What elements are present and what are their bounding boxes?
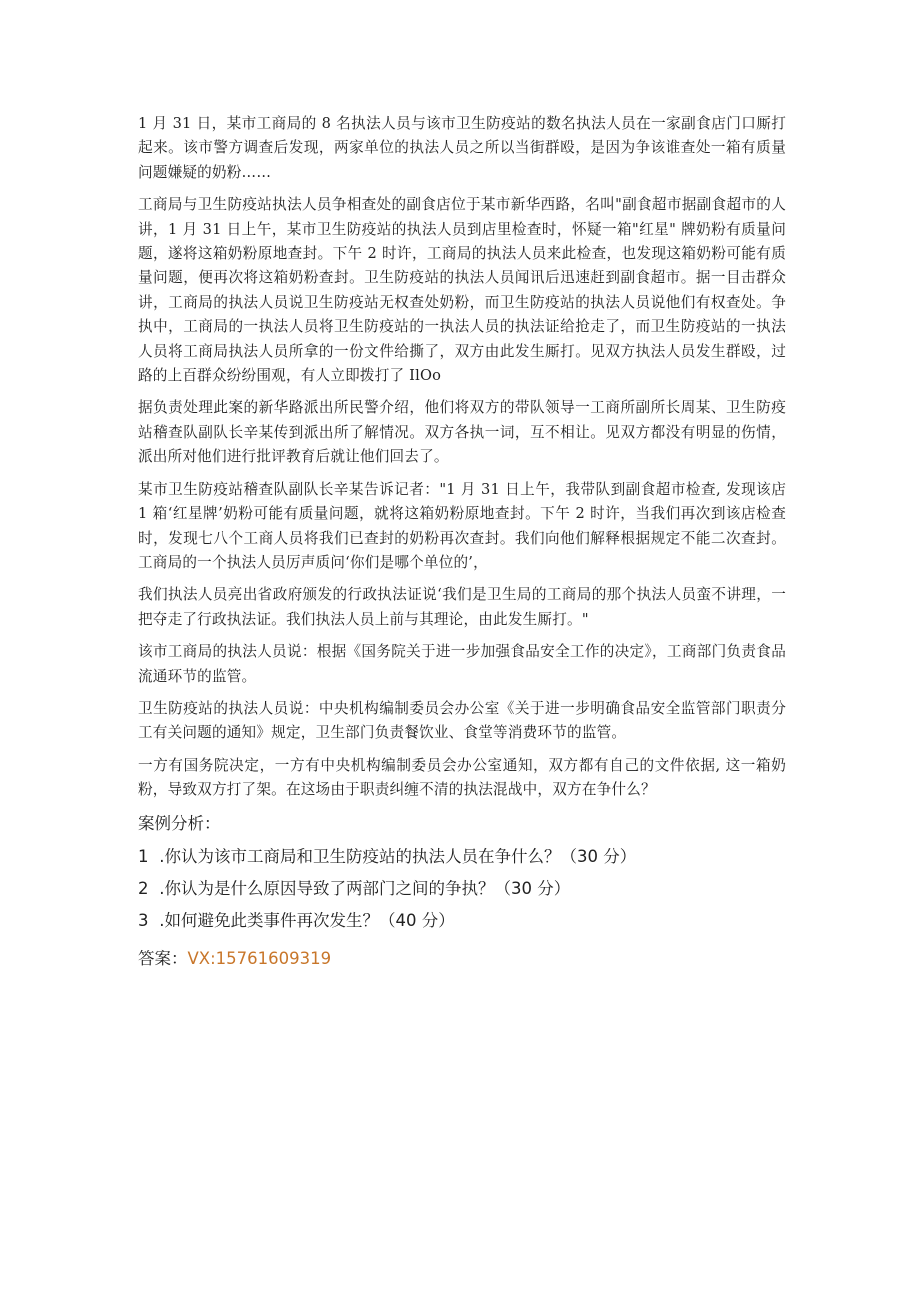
paragraph-intro: 1 月 31 日，某市工商局的 8 名执法人员与该市卫生防疫站的数名执法人员在一家副食店门口厮打起来。该市警方调查后发现，两家单位的执法人员之所以当街群殴，是因为争该谁查处一箱有质量问题嫌疑的奶粉…… bbox=[138, 115, 786, 181]
paragraph-incident: 工商局与卫生防疫站执法人员争相查处的副食店位于某市新华西路，名叫"副食超市据副食超市的人讲，1 月 31 日上午，某市卫生防疫站的执法人员到店里检查时，怀疑一箱"红星" 牌奶粉有质量问题，遂将这箱奶粉原地查封。下午 2 时许，工商局的执法人员来此检查，也发现这箱奶粉可能有质量问题，便再次将这箱奶粉查封。卫生防疫站的执法人员闻讯后迅速赶到副食超市。据一目击群众讲，工商局的执法人员说卫生防疫站无权查处奶粉，而卫生防疫站的执法人员说他们有权查处。争执中，工商局的一执法人员将卫生防疫站的一执法人员的执法证给抢走了，而卫生防疫站的一执法人员将工商局执法人员所拿的一份文件给撕了，双方由此发生厮打。见双方执法人员发生群殴，过路的上百群众纷纷围观，有人立即拨打了 IlOo bbox=[138, 196, 786, 385]
question-text: .你认为是什么原因导致了两部门之间的争执？（30 分） bbox=[154, 878, 571, 898]
answer-contact: VX:15761609319 bbox=[187, 948, 332, 968]
question-text: .如何避免此类事件再次发生？（40 分） bbox=[154, 910, 455, 930]
question-3 bbox=[138, 905, 786, 937]
question-number: 3 bbox=[138, 910, 149, 930]
question-2 bbox=[138, 873, 786, 905]
question-number: 1 bbox=[138, 846, 149, 866]
paragraph-health-statement-cont: 我们执法人员亮出省政府颁发的行政执法证说‘我们是卫生局的工商局的那个执法人员蛮不讲理，一把夺走了行政执法证。我们执法人员上前与其理论，由此发生厮打。" bbox=[138, 586, 786, 628]
answer-line bbox=[138, 943, 786, 975]
question-number: 2 bbox=[138, 878, 149, 898]
paragraph-health-basis: 卫生防疫站的执法人员说：中央机构编制委员会办公室《关于进一步明确食品安全监管部门职责分工有关问题的通知》规定，卫生部门负责餐饮业、食堂等消费环节的监管。 bbox=[138, 699, 786, 742]
question-1 bbox=[138, 841, 786, 873]
paragraph-commerce-basis: 该市工商局的执法人员说：根据《国务院关于进一步加强食品安全工作的决定》，工商部门负责食品流通环节的监管。 bbox=[138, 643, 786, 685]
document-page bbox=[138, 112, 786, 975]
paragraph-conclusion: 一方有国务院决定，一方有中央机构编制委员会办公室通知，双方都有自己的文件依据, 这一箱奶粉，导致双方打了架。在这场由于职责纠缠不清的执法混战中，双方在争什么？ bbox=[138, 756, 786, 799]
paragraph-health-statement: 某市卫生防疫站稽查队副队长辛某告诉记者："1 月 31 日上午，我带队到副食超市检查, 发现该店 1 箱‘红星牌’奶粉可能有质量问题，就将这箱奶粉原地查封。下午 2 时许，当我们再次到该店检查时，发现七八个工商人员将我们已查封的奶粉再次查封。我们向他们解释根据规定不能二次查封。工商局的一个执法人员厉声质问‘你们是哪个单位的’， bbox=[138, 480, 786, 571]
analysis-heading: 案例分析： bbox=[138, 813, 221, 833]
question-text: .你认为该市工商局和卫生防疫站的执法人员在争什么？（30 分） bbox=[154, 846, 637, 866]
paragraph-police: 据负责处理此案的新华路派出所民警介绍，他们将双方的带队领导一工商所副所长周某、卫生防疫站稽查队副队长辛某传到派出所了解情况。双方各执一词，互不相让。见双方都没有明显的伤情，派出所对他们进行批评教育后就让他们回去了。 bbox=[138, 399, 786, 466]
answer-label: 答案： bbox=[138, 948, 188, 968]
